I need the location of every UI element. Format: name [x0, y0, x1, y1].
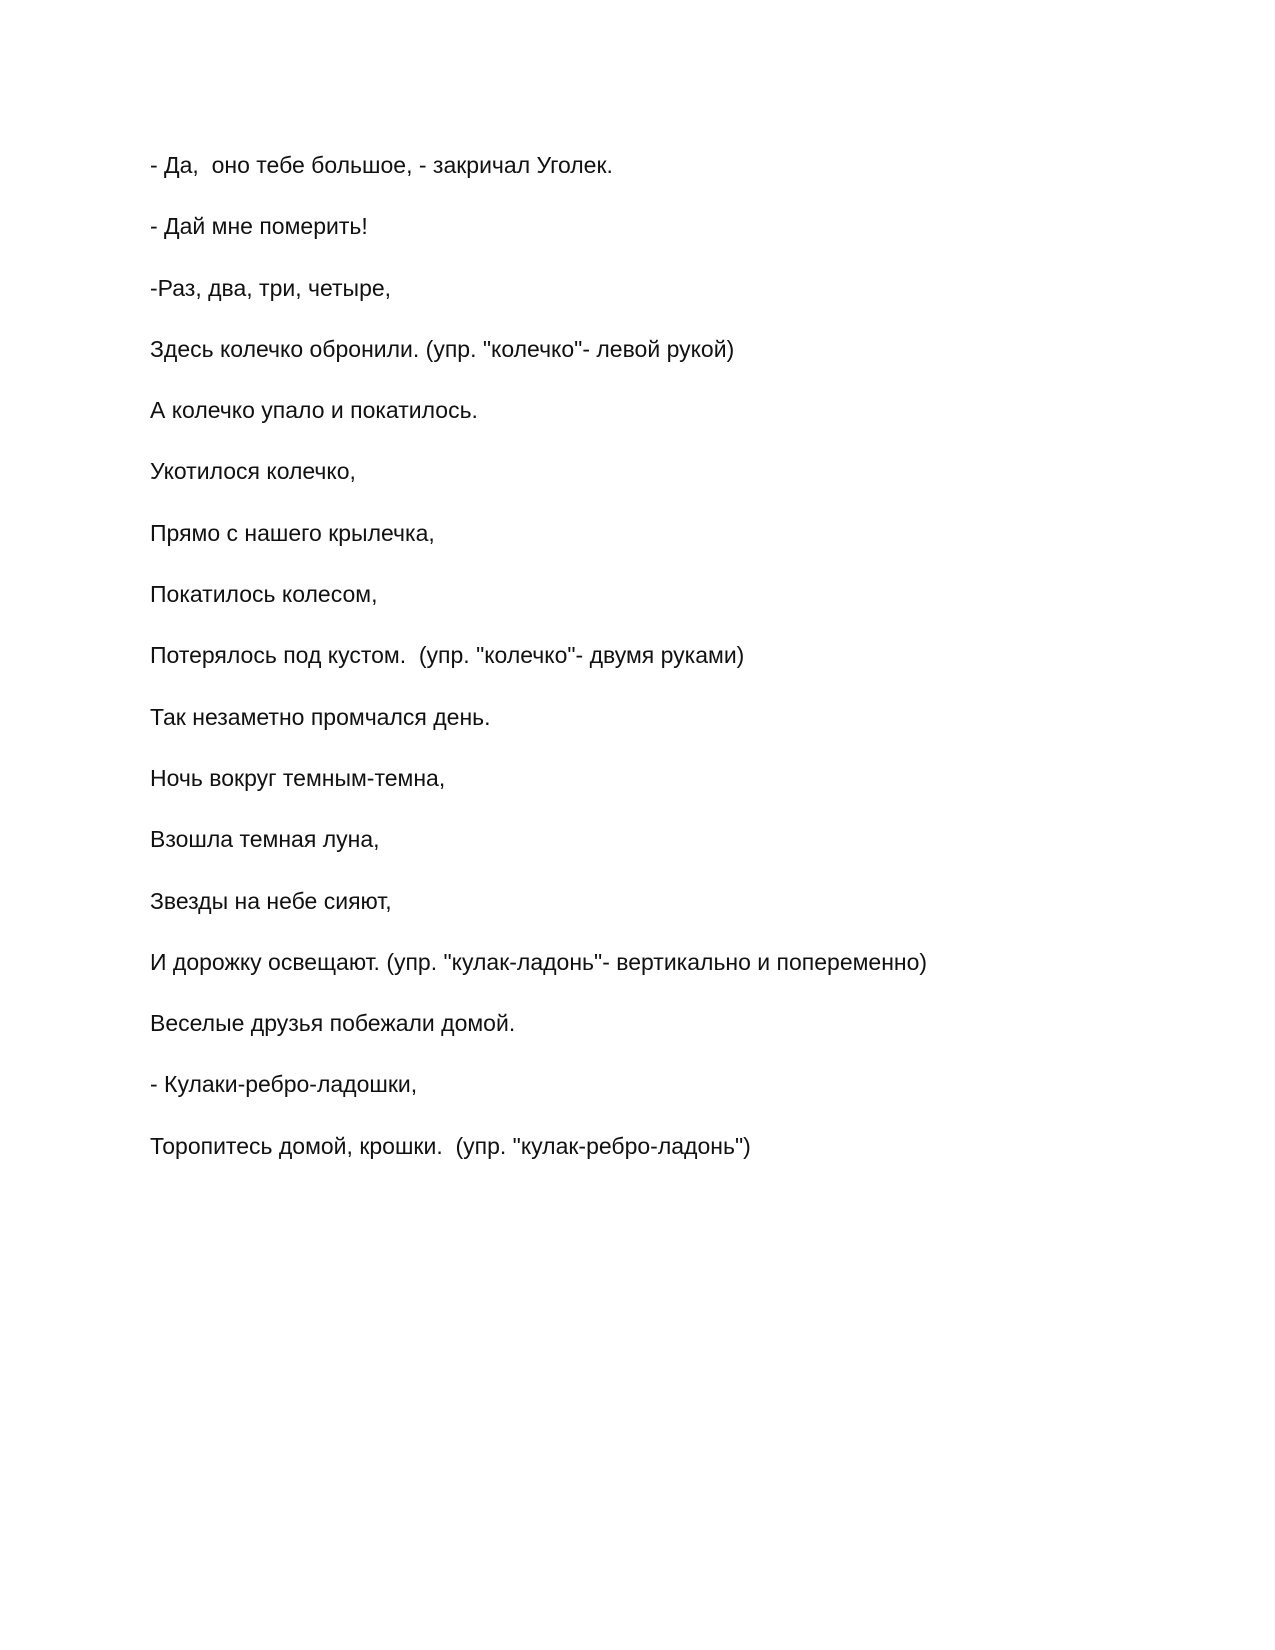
text-line: Укотилося колечко,: [150, 458, 356, 485]
text-line: Торопитесь домой, крошки. (упр. "кулак-ребро-ладонь"): [150, 1132, 751, 1159]
text-line: - Да, оно тебе большое, - закричал Уголек.: [150, 152, 613, 178]
text-line: Здесь колечко обронили. (упр. "колечко"- левой рукой): [150, 335, 735, 362]
text-line: Прямо с нашего крылечка,: [150, 519, 435, 546]
text-line: Ночь вокруг темным-темна,: [150, 764, 446, 791]
text-line: - Кулаки-ребро-ладошки,: [150, 1071, 418, 1098]
text-line: Взошла темная луна,: [150, 826, 380, 853]
text-line: И дорожку освещают. (упр. "кулак-ладонь"- вертикально и попеременно): [150, 948, 928, 975]
text-line: -Раз, два, три, четыре,: [150, 274, 392, 301]
text-line: А колечко упало и покатилось.: [150, 397, 478, 424]
text-line: Веселые друзья побежали домой.: [150, 1010, 516, 1037]
text-body: [150, 150, 1150, 1192]
text-line: Звезды на небе сияют,: [150, 887, 392, 914]
text-line: Потерялось под кустом. (упр. "колечко"- двумя руками): [150, 642, 745, 669]
text-line: Покатилось колесом,: [150, 581, 378, 608]
text-line: - Дай мне померить!: [150, 213, 368, 240]
text-line: Так незаметно промчался день.: [150, 703, 491, 730]
